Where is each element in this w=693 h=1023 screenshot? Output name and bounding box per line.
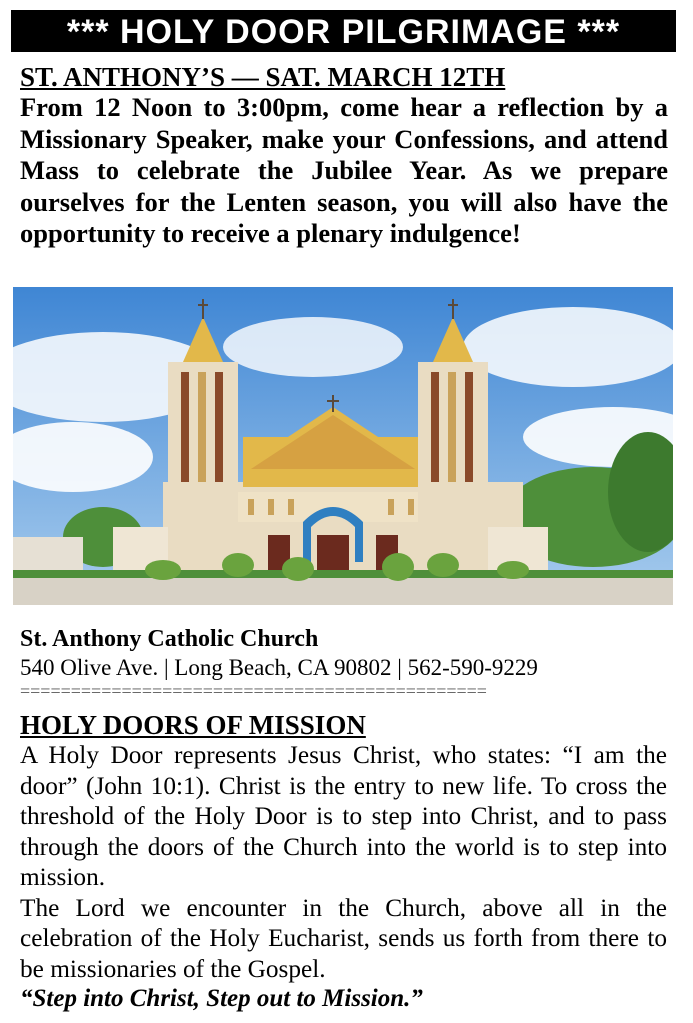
church-address: 540 Olive Ave. | Long Beach, CA 90802 | 562-590-9229 bbox=[20, 655, 538, 680]
closing-quote: “Step into Christ, Step out to Mission.” bbox=[20, 985, 423, 1012]
mission-text bbox=[20, 740, 667, 984]
event-description: From 12 Noon to 3:00pm, come hear a reflection by a Missionary Speaker, make your Confessions, and attend Mass to celebrate the Jubilee Year. As we prepare ourselves for the Lenten season, you will also have the opportunity to receive a plenary indulgence! bbox=[20, 92, 668, 248]
mission-heading: HOLY DOORS OF MISSION bbox=[20, 710, 366, 740]
section-divider: ============================================== bbox=[20, 681, 487, 701]
mission-paragraph-1: A Holy Door represents Jesus Christ, who states: “I am the door” (John 10:1). Christ is the entry to new life. To cross the threshold of the Holy Door is to step into Christ, and to pass through the doors of the Church into the world is to step into mission. bbox=[20, 741, 667, 891]
church-name: St. Anthony Catholic Church bbox=[20, 626, 319, 652]
mission-paragraph-2: The Lord we encounter in the Church, above all in the celebration of the Holy Eucharist, sends us forth from there to be missionaries of the Gospel. bbox=[20, 893, 667, 983]
pilgrimage-banner: *** HOLY DOOR PILGRIMAGE *** bbox=[11, 10, 676, 52]
event-heading: ST. ANTHONY’S — SAT. MARCH 12TH bbox=[20, 62, 506, 92]
church-photo bbox=[13, 287, 673, 605]
